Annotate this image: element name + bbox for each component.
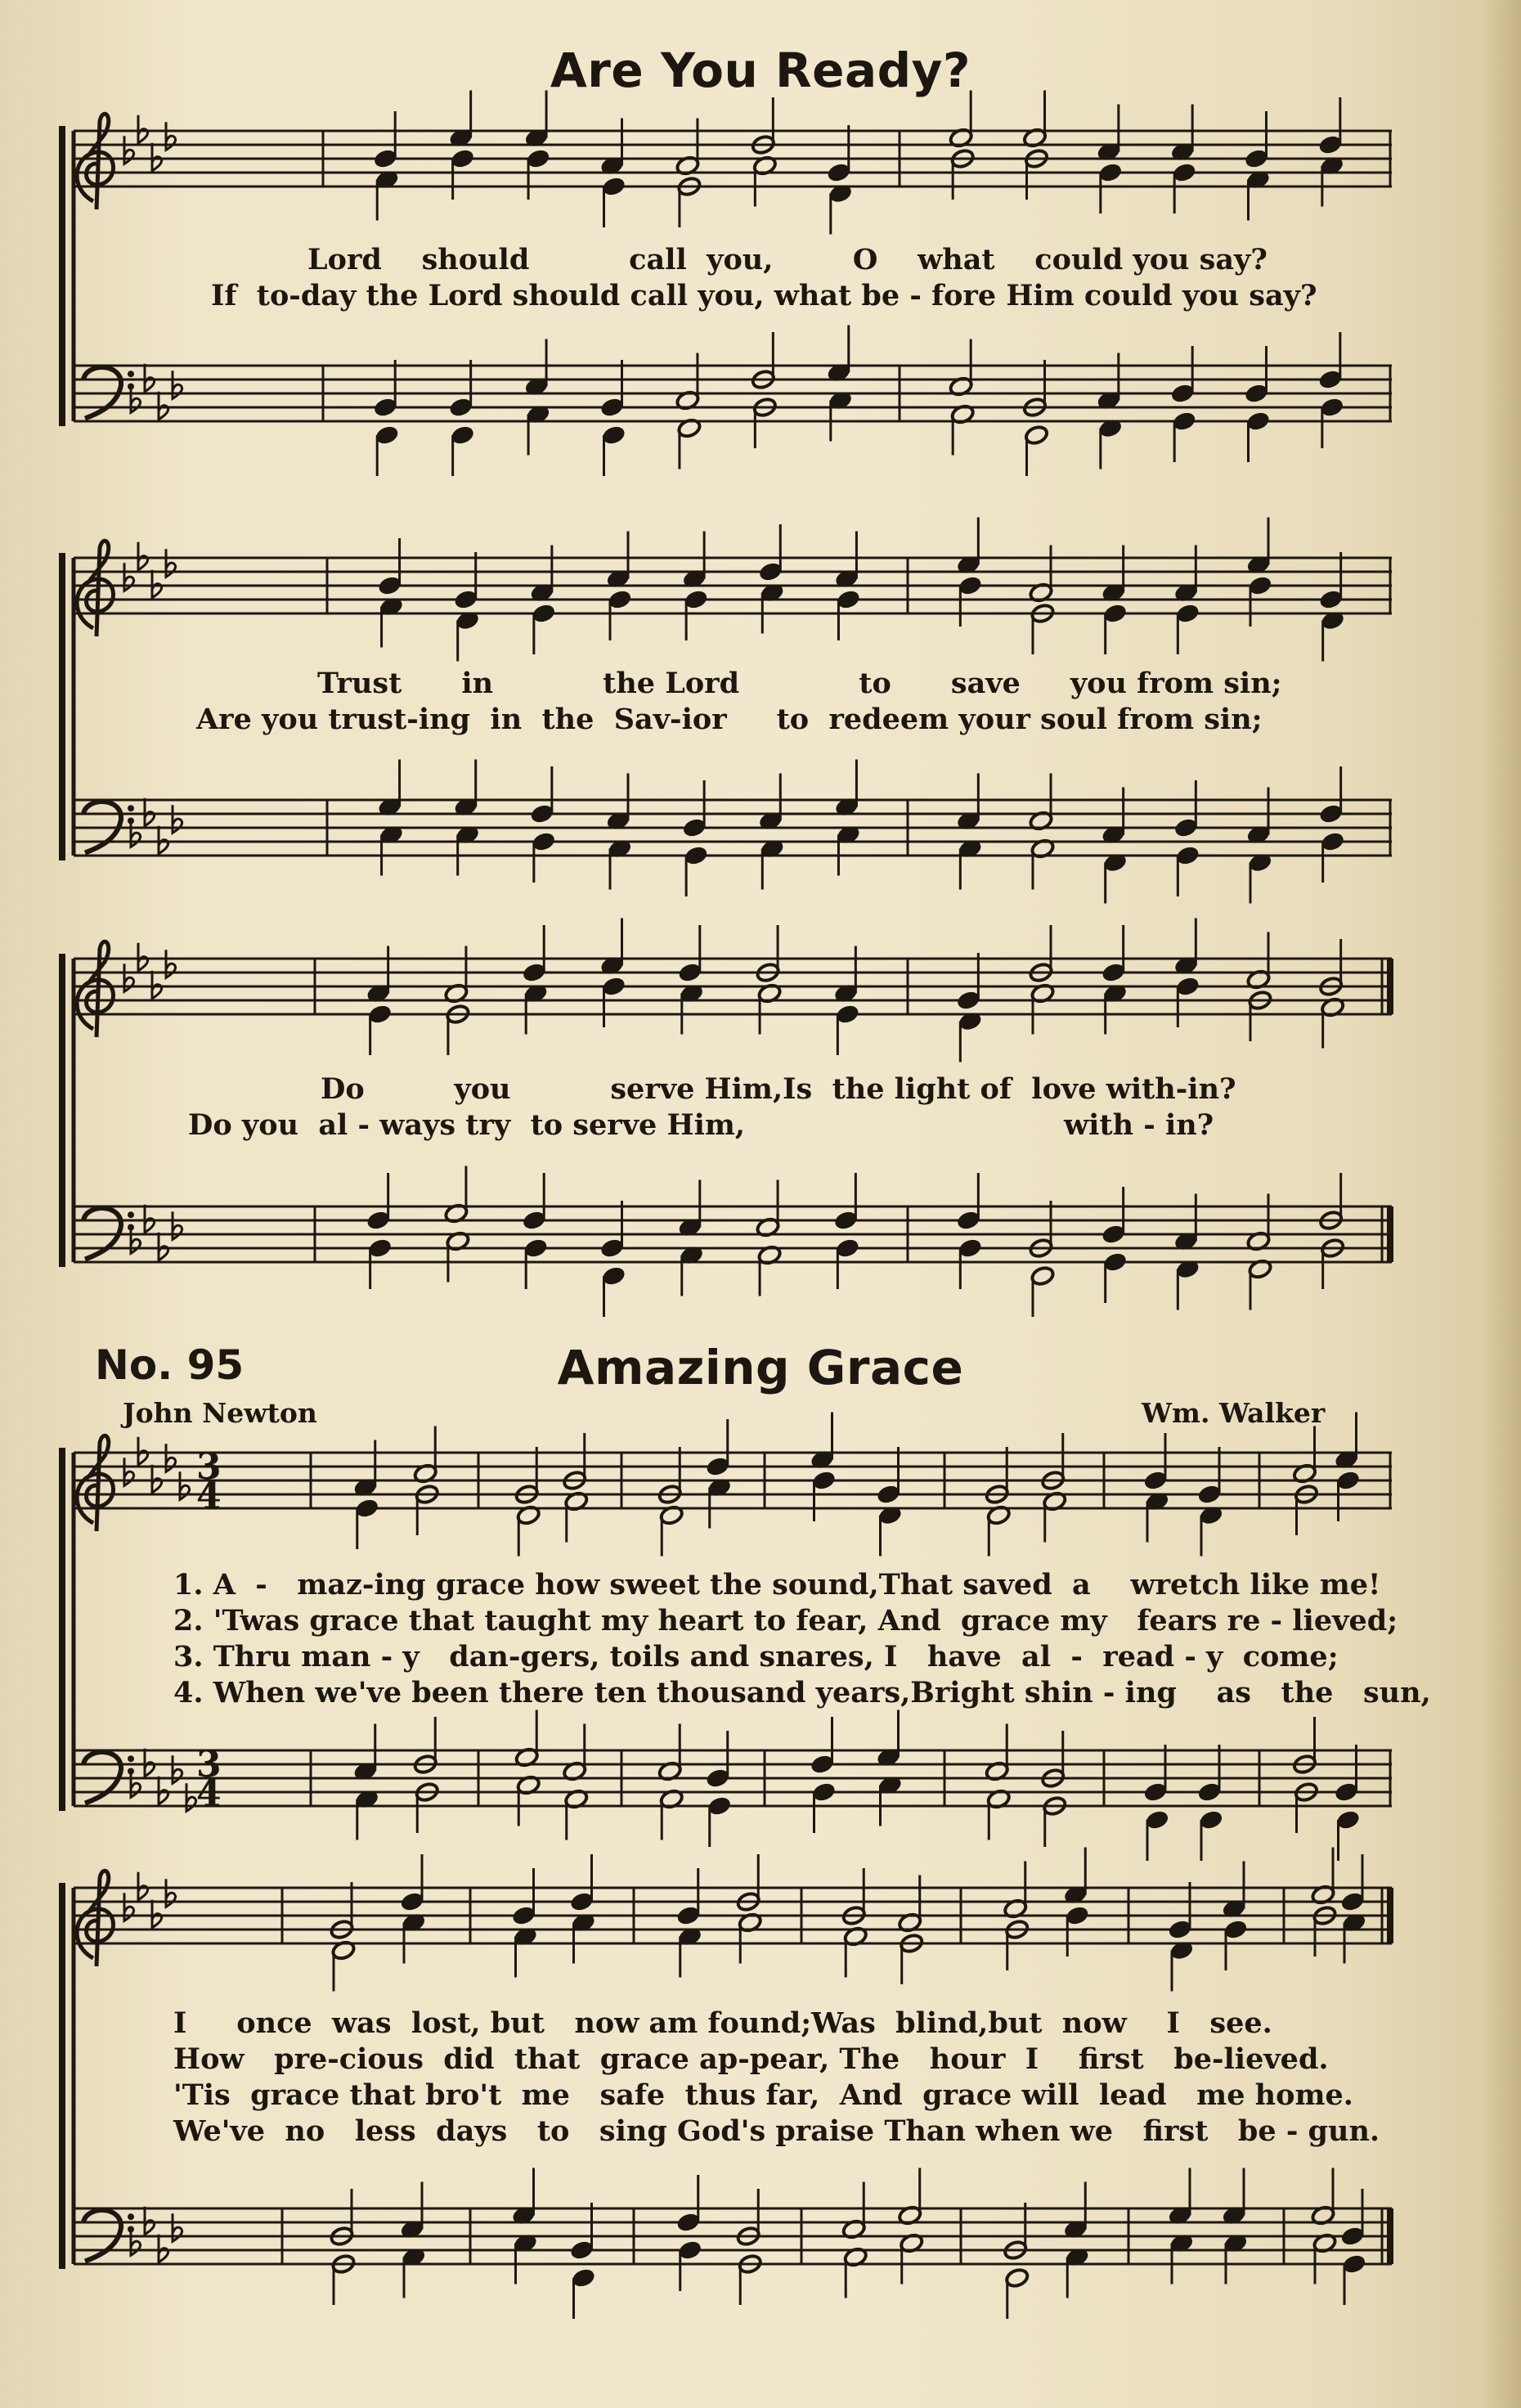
flat-sign xyxy=(159,392,168,420)
song-title-amazing-grace: Amazing Grace xyxy=(557,1340,964,1395)
treble-clef xyxy=(77,541,113,636)
lyric-line: 2. 'Twas grace that taught my heart to fear, And grace my fears re - lieved; xyxy=(173,1604,1398,1638)
bass-clef-dot xyxy=(128,805,134,811)
lyric-line: If to-day the Lord should call you, what be - fore Him could you say? xyxy=(211,279,1317,312)
time-signature-bottom: 4 xyxy=(196,1476,222,1517)
flat-sign xyxy=(152,143,162,171)
hymn-number: No. 95 xyxy=(95,1341,245,1389)
treble-clef xyxy=(77,1871,113,1966)
bass-staff xyxy=(74,2208,1392,2264)
lyric-line: Lord should call you, O what could you say? xyxy=(307,243,1268,276)
lyric-line: I once was lost, but now am found;Was blind,but now I see. xyxy=(173,2006,1272,2040)
flat-sign xyxy=(152,570,162,598)
lyric-line: How pre-cious did that grace ap-pear, The hour I first be-lieved. xyxy=(173,2042,1329,2076)
time-signature-top: 3 xyxy=(196,1446,222,1488)
flat-sign xyxy=(145,2207,155,2235)
flat-sign xyxy=(145,1749,155,1777)
treble-staff xyxy=(74,1888,1392,1943)
flat-sign xyxy=(138,115,148,143)
flat-sign xyxy=(138,943,148,971)
composer-credit: Wm. Walker xyxy=(1142,1397,1326,1429)
flat-sign xyxy=(159,1777,168,1804)
lyric-line: 3. Thru man - y dan-gers, toils and snares, I have al - read - y come; xyxy=(173,1640,1339,1673)
time-signature-bottom: 4 xyxy=(196,1773,222,1815)
lyric-line: 1. A - maz-ing grace how sweet the sound,That saved a wretch like me! xyxy=(173,1568,1381,1602)
treble-clef xyxy=(77,114,113,209)
flat-sign xyxy=(138,1437,148,1465)
author-credit: John Newton xyxy=(123,1397,317,1429)
flat-sign xyxy=(159,2235,168,2262)
flat-sign xyxy=(138,542,148,570)
lyric-line: Trust in the Lord to save you from sin; xyxy=(317,667,1282,700)
lyric-line: 'Tis grace that bro't me safe thus far, And grace will lead me home. xyxy=(173,2078,1353,2112)
flat-sign xyxy=(152,1900,162,1928)
treble-clef xyxy=(77,941,113,1037)
bass-staff xyxy=(74,1750,1392,1806)
song-title-are-you-ready: Are You Ready? xyxy=(550,43,971,98)
lyric-line: 4. When we've been there ten thousand years,Bright shin - ing as the sun, xyxy=(173,1676,1431,1709)
treble-staff xyxy=(74,1453,1392,1508)
flat-sign xyxy=(145,798,155,826)
time-signature-top: 3 xyxy=(196,1744,222,1786)
flat-sign xyxy=(145,1205,155,1233)
lyric-line: Are you trust-ing in the Sav-ior to redeem your soul from sin; xyxy=(196,703,1263,736)
bass-clef-dot xyxy=(128,371,134,377)
bass-clef-dot xyxy=(128,1211,134,1218)
flat-sign xyxy=(159,1233,168,1260)
flat-sign xyxy=(138,1872,148,1900)
treble-staff xyxy=(74,558,1392,613)
bass-clef-dot xyxy=(128,1755,134,1762)
flat-sign xyxy=(159,826,168,854)
bass-staff xyxy=(74,1206,1392,1262)
flat-sign xyxy=(152,1465,162,1493)
lyric-line: Do you al - ways try to serve Him, with - in? xyxy=(188,1108,1214,1142)
treble-clef xyxy=(77,1435,113,1531)
lyric-line: Do you serve Him,Is the light of love with-in? xyxy=(321,1072,1236,1106)
flat-sign xyxy=(152,971,162,999)
bass-staff xyxy=(74,366,1392,421)
flat-sign xyxy=(145,364,155,392)
treble-staff xyxy=(74,131,1392,186)
bass-clef-dot xyxy=(128,2213,134,2220)
lyric-line: We've no less days to sing God's praise Than when we first be - gun. xyxy=(173,2114,1380,2148)
